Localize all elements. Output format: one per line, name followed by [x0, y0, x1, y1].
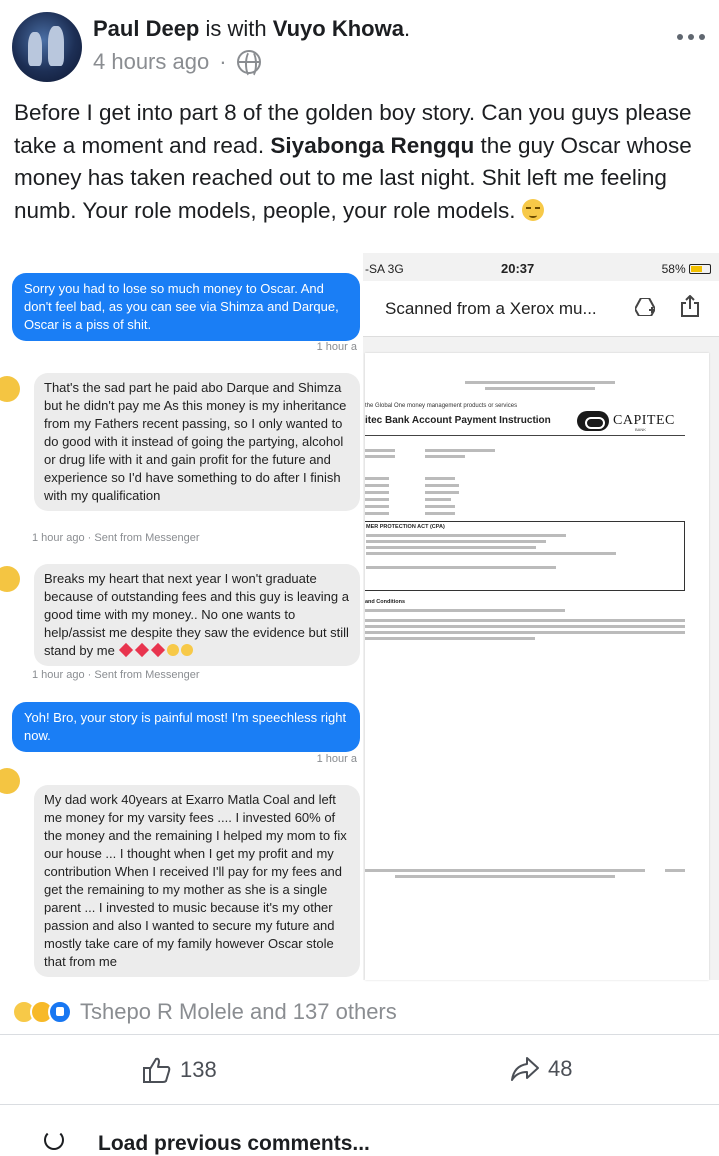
doc-text-line [425, 512, 455, 515]
broken-heart-icon [119, 643, 133, 657]
sender-avatar [0, 768, 20, 794]
doc-text-line [366, 552, 616, 555]
battery-icon [689, 264, 711, 274]
cpa-heading: MER PROTECTION ACT (CPA) [366, 524, 445, 530]
mention-link[interactable]: Siyabonga Rengqu [270, 132, 475, 158]
doc-text-line [365, 491, 389, 494]
doc-text-line [365, 449, 395, 452]
reactions-bar[interactable] [12, 996, 397, 1028]
doc-subtitle: the Global One money management products or services [365, 403, 518, 409]
cpa-box [365, 521, 685, 591]
capitec-logo [577, 411, 675, 431]
capitec-sub: BANK [635, 427, 646, 432]
battery-percent: 58% [661, 262, 686, 276]
battery-status [662, 262, 711, 276]
like-button[interactable] [142, 1056, 217, 1084]
doc-text-line [365, 455, 395, 458]
sobbing-face-icon [181, 644, 193, 656]
clock: 20:37 [501, 261, 535, 276]
scanned-document [365, 353, 709, 980]
message-in: That's the sad part he paid abo Darque and Shimza but he didn't pay me As this money is my inheritance from my Fathers recent passing, so I only wanted to do good with it instead of going the partying, alcohol or drug life with it and gain profit for the future and experience so I'd have something to do after I finish with my qualification [34, 373, 360, 511]
doc-text-line [365, 637, 535, 640]
doc-text-line [425, 477, 455, 480]
message-time: 1 hour ago · Sent from Messenger [32, 532, 200, 544]
message-time: 1 hour a [316, 341, 357, 353]
phone-screenshot [363, 253, 719, 980]
more-options-icon[interactable] [677, 34, 705, 40]
doc-text-line [395, 875, 615, 878]
share-button[interactable] [510, 1056, 572, 1082]
with-text: is with [205, 16, 267, 41]
period: . [403, 16, 411, 41]
doc-text-line [365, 869, 645, 872]
doc-text-line [485, 387, 595, 390]
doc-text-line [365, 619, 685, 622]
doc-text-line [465, 381, 615, 384]
doc-text-line [365, 625, 685, 628]
doc-text-line [365, 631, 685, 634]
author-line [93, 16, 410, 42]
thumbs-up-icon [142, 1056, 172, 1084]
doc-text-line [365, 498, 389, 501]
doc-text-line [365, 477, 389, 480]
capitec-mark-icon [577, 411, 609, 431]
doc-text-line [366, 534, 566, 537]
message-time: 1 hour a [316, 753, 357, 765]
post-text-before: Before I get into part 8 of the golden boy story. Can you guys please take a moment and read. [14, 100, 692, 158]
doc-text-line [366, 540, 546, 543]
tagged-name[interactable]: Vuyo Khowa [272, 16, 404, 41]
sender-avatar [0, 566, 20, 592]
capitec-wordmark: CAPITEC [613, 413, 675, 428]
meta-separator: · [219, 49, 227, 74]
like-count: 138 [180, 1057, 217, 1082]
like-reaction-icon [48, 1000, 72, 1024]
doc-text-line [365, 505, 389, 508]
load-comments[interactable] [0, 1120, 719, 1156]
message-time: 1 hour ago · Sent from Messenger [32, 669, 200, 681]
loading-icon [44, 1130, 64, 1150]
author-name[interactable]: Paul Deep [93, 16, 200, 41]
conditions-heading: and Conditions [365, 599, 406, 605]
doc-text-line [365, 609, 565, 612]
divider [0, 1104, 719, 1105]
message-in: My dad work 40years at Exarro Matla Coal and left me money for my varsity fees .... I invested 60% of the money and the remaining I helped my mom to fix our house ... I thought when I get my profit and my contribution When I received I'll pay for my fees and get the remaining to my mother as she is a single parent ... I invested to music because it's my other passion and also I wanted to secure my future and mostly take care of my family however Oscar stole that from me [34, 785, 360, 977]
add-to-drive-icon [635, 298, 655, 316]
document-toolbar [363, 281, 719, 337]
message-in [34, 564, 360, 666]
post-header [0, 0, 719, 90]
broken-heart-icon [135, 643, 149, 657]
doc-text-line [366, 546, 536, 549]
post-text [14, 97, 714, 227]
status-bar [363, 259, 719, 279]
message-out: Yoh! Bro, your story is painful most! I'm speechless right now. [12, 702, 360, 752]
doc-text-line [665, 869, 685, 872]
post-meta [93, 49, 261, 75]
doc-heading: itec Bank Account Payment Instruction [365, 415, 551, 426]
message-text: Breaks my heart that next year I won't graduate because of outstanding fees and this guy is leaving a good time with my money.. No one wants to help/assist me despite they saw the evidence but still stand by me [44, 571, 349, 658]
doc-text-line [425, 498, 451, 501]
post-actions [0, 1044, 719, 1100]
doc-text-line [365, 484, 389, 487]
doc-text-line [366, 566, 556, 569]
chat-screenshot [0, 253, 363, 980]
doc-text-line [425, 449, 495, 452]
sender-avatar [0, 376, 20, 402]
attached-photo[interactable] [0, 253, 719, 980]
share-count: 48 [548, 1056, 573, 1081]
load-comments-label[interactable]: Load previous comments... [98, 1132, 370, 1155]
doc-text-line [365, 512, 389, 515]
share-icon [681, 295, 699, 317]
globe-icon[interactable] [237, 50, 261, 74]
share-arrow-icon [510, 1056, 540, 1082]
relieved-face-icon [522, 199, 544, 221]
doc-rule [365, 435, 685, 436]
sobbing-face-icon [167, 644, 179, 656]
doc-text-line [425, 455, 465, 458]
divider [0, 1034, 719, 1035]
doc-text-line [425, 505, 455, 508]
post-time[interactable]: 4 hours ago [93, 49, 210, 74]
broken-heart-icon [151, 643, 165, 657]
message-out: Sorry you had to lose so much money to Oscar. And don't feel bad, as you can see via Shimza and Darque, Oscar is a piss of shit. [12, 273, 360, 341]
doc-text-line [425, 484, 459, 487]
carrier-label: -SA 3G [365, 262, 404, 276]
author-avatar[interactable] [12, 12, 82, 82]
post-text-after: the guy Oscar whose money has taken reached out to me last night. Shit left me feeling numb. Your role models, people, your role models. [14, 132, 692, 223]
document-title: Scanned from a Xerox mu... [385, 299, 597, 318]
reaction-names[interactable]: Tshepo R Molele and 137 others [80, 999, 397, 1024]
doc-text-line [425, 491, 459, 494]
